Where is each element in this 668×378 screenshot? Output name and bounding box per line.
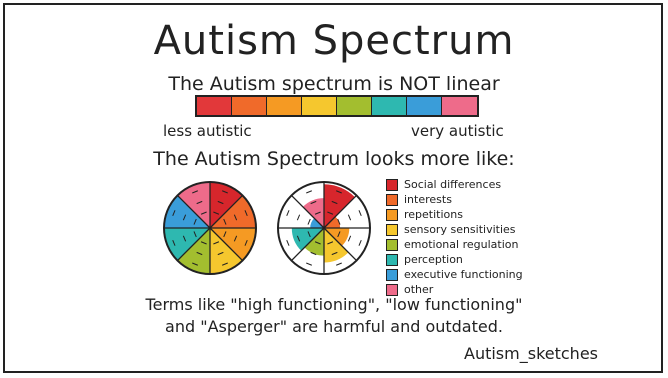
- wheel-tick: [287, 240, 289, 246]
- wheel-tick: [306, 263, 312, 265]
- footer-note: [0, 294, 668, 338]
- signature: Autism_sketches: [464, 344, 598, 363]
- full-spectrum-wheel: [160, 178, 260, 278]
- footer-line-1: Terms like "high functioning", "low functioning": [145, 295, 523, 314]
- legend-item: [386, 177, 523, 192]
- legend-item: [386, 207, 523, 222]
- wheel-tick: [336, 263, 342, 265]
- legend: [386, 177, 523, 297]
- legend-item: [386, 267, 523, 282]
- bar-segment: [407, 97, 442, 115]
- wheel-tick: [308, 219, 310, 225]
- wheel-tick: [297, 215, 299, 221]
- legend-label: other: [404, 283, 434, 296]
- legend-swatch: [386, 239, 398, 251]
- legend-swatch: [386, 224, 398, 236]
- legend-label: Social differences: [404, 178, 502, 191]
- wheel-tick: [359, 240, 361, 246]
- wheel-tick: [348, 215, 350, 221]
- legend-item: [386, 252, 523, 267]
- page-title: Autism Spectrum: [153, 18, 515, 64]
- legend-swatch: [386, 179, 398, 191]
- bar-segment: [232, 97, 267, 115]
- legend-swatch: [386, 194, 398, 206]
- bar-segment: [302, 97, 337, 115]
- legend-label: repetitions: [404, 208, 463, 221]
- bar-segment: [337, 97, 372, 115]
- bar-segment: [372, 97, 407, 115]
- legend-label: executive functioning: [404, 268, 523, 281]
- wheel-tick: [287, 210, 289, 216]
- bar-segment: [442, 97, 477, 115]
- subtitle: The Autism spectrum is NOT linear: [168, 73, 500, 95]
- less-autistic-label: less autistic: [163, 122, 252, 140]
- legend-swatch: [386, 269, 398, 281]
- looks-like-heading: The Autism Spectrum looks more like:: [153, 148, 515, 170]
- legend-label: emotional regulation: [404, 238, 519, 251]
- individual-profile-wheel: [274, 178, 374, 278]
- very-autistic-label: very autistic: [411, 122, 504, 140]
- wheel-tick: [306, 191, 312, 193]
- legend-swatch: [386, 254, 398, 266]
- bar-segment: [267, 97, 302, 115]
- legend-item: [386, 222, 523, 237]
- legend-item: [386, 192, 523, 207]
- linear-spectrum-bar: [195, 95, 479, 117]
- legend-label: perception: [404, 253, 463, 266]
- wheel-tick: [359, 210, 361, 216]
- legend-item: [386, 237, 523, 252]
- legend-swatch: [386, 209, 398, 221]
- legend-label: sensory sensitivities: [404, 223, 516, 236]
- bar-segment: [197, 97, 232, 115]
- footer-line-2: and "Asperger" are harmful and outdated.: [165, 317, 503, 336]
- legend-label: interests: [404, 193, 452, 206]
- wheel-tick: [348, 236, 350, 242]
